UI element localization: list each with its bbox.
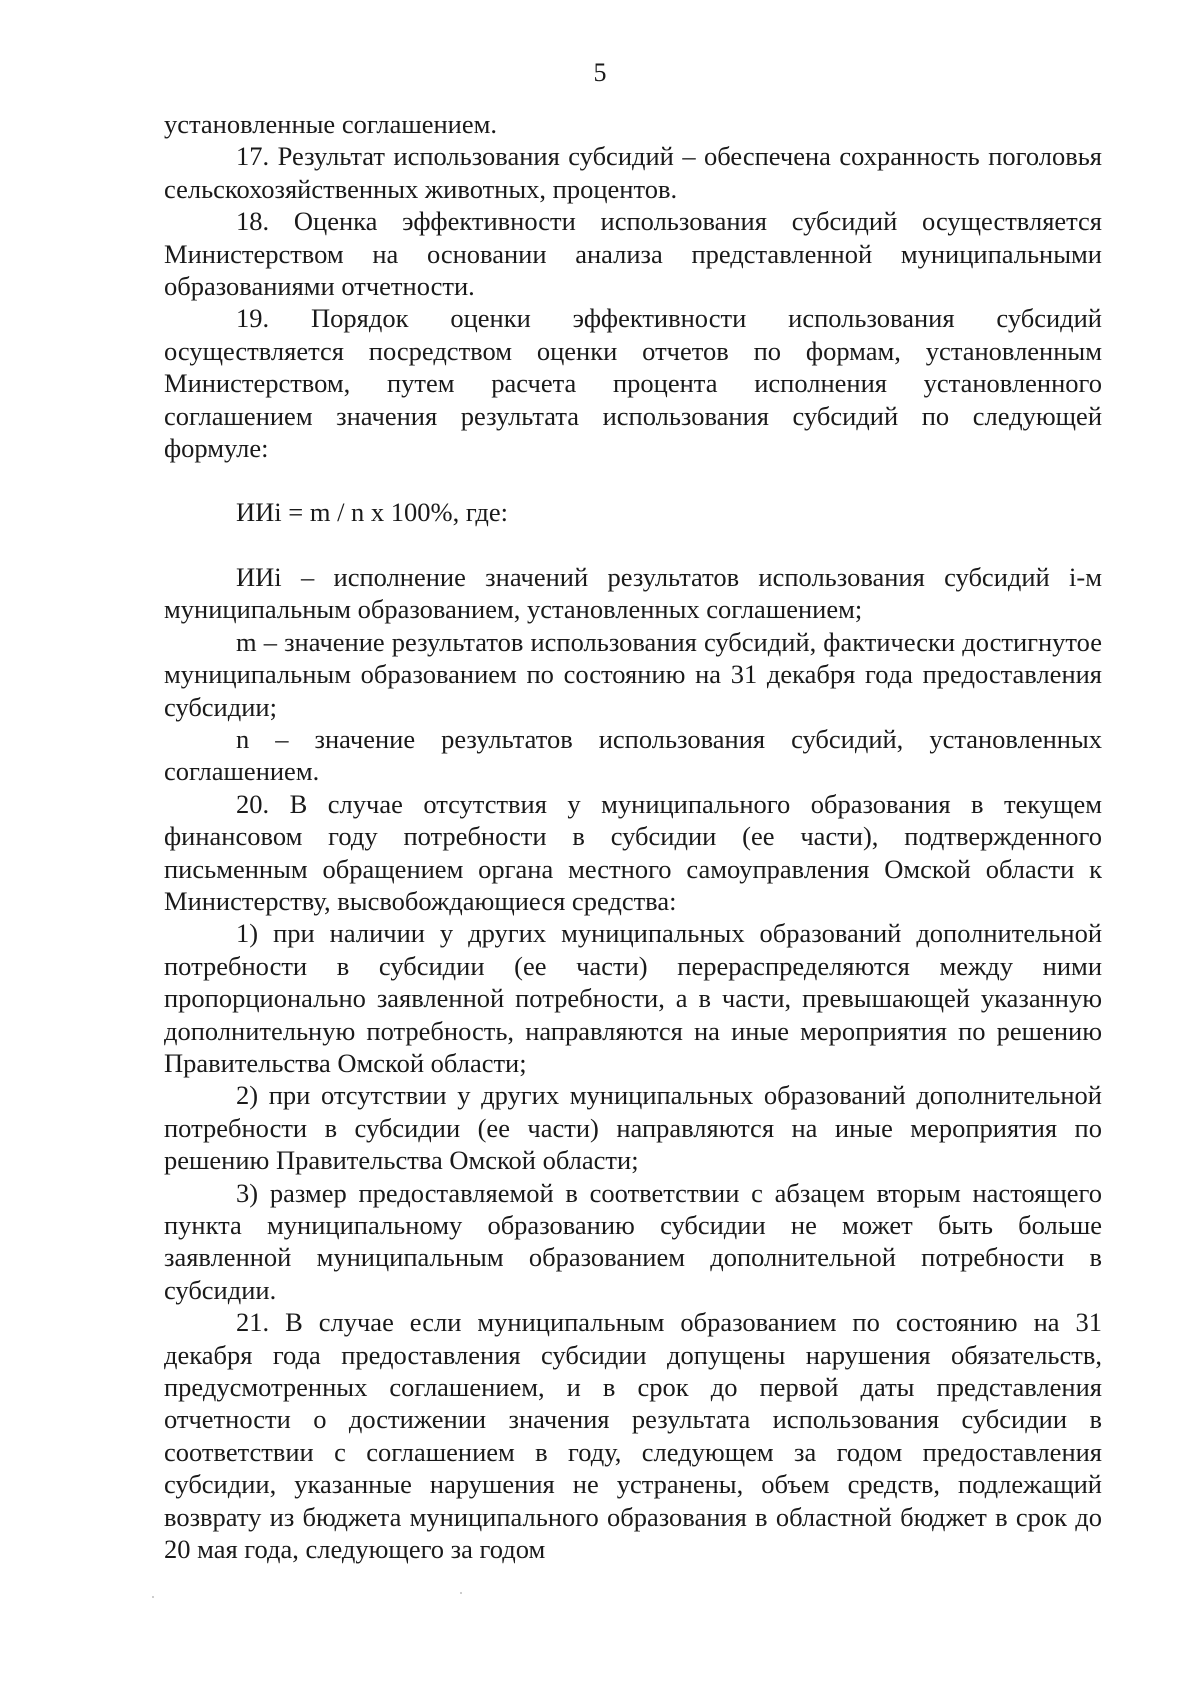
scan-speck xyxy=(152,1596,154,1598)
paragraph-20: 20. В случае отсутствия у муниципального образования в текущем финансовом году потребности в субсидии (ее части), подтвержденного письменным обращением органа местного самоуправления Омской области к Министерству, высвобождающиеся средства: xyxy=(164,788,1102,916)
document-body xyxy=(164,108,1102,1565)
scan-specks xyxy=(150,1592,1050,1602)
paragraph-17: 17. Результат использования субсидий – обеспечена сохранность поголовья сельскохозяйственных животных, процентов. xyxy=(164,141,1102,204)
paragraph-20-item-2: 2) при отсутствии у других муниципальных образований дополнительной потребности в субсидии (ее части) направляются на иные мероприятия по решению Правительства Омской области; xyxy=(164,1080,1102,1176)
paragraph-20-item-1: 1) при наличии у других муниципальных образований дополнительной потребности в субсидии (ее части) перераспределяются между ними пропорционально заявленной потребности, а в части, превышающей указанную дополнительную потребность, направляются на иные мероприятия по решению Правительства Омской области; xyxy=(164,918,1102,1078)
formula: ИИi = m / n x 100%, где: xyxy=(236,497,509,528)
page-number: 5 xyxy=(593,58,607,87)
paragraph-19: 19. Порядок оценки эффективности использования субсидий осуществляется посредством оценки отчетов по формам, установленным Министерством, путем расчета процента исполнения установленного соглашением значения результата использования субсидий по следующей формуле: xyxy=(164,303,1102,464)
paragraph-continuation: установленные соглашением. xyxy=(164,109,498,139)
definition-m: m – значение результатов использования субсидий, фактически достигнутое муниципальным образованием по состоянию на 31 декабря года предоставления субсидии; xyxy=(164,626,1102,722)
paragraph-20-item-3: 3) размер предоставляемой в соответствии с абзацем вторым настоящего пункта муниципальному образованию субсидии не может быть больше заявленной муниципальным образованием дополнительной потребности в субсидии. xyxy=(164,1177,1102,1305)
definition-ii: ИИi – исполнение значений результатов использования субсидий i-м муниципальным образованием, установленных соглашением; xyxy=(164,561,1102,625)
paragraph-18: 18. Оценка эффективности использования субсидий осуществляется Министерством на основании анализа представленной муниципальными образованиями отчетности. xyxy=(164,206,1102,302)
paragraph-21: 21. В случае если муниципальным образованием по состоянию на 31 декабря года предоставления субсидии допущены нарушения обязательств, предусмотренных соглашением, и в срок до первой даты представления отчетности о достижении значения результата использования субсидии в соответствии с соглашением в году, следующем за годом предоставления субсидии, указанные нарушения не устранены, объем средств, подлежащий возврату из бюджета муниципального образования в областной бюджет в срок до 20 мая года, следующего за годом xyxy=(164,1307,1102,1565)
scan-speck xyxy=(460,1592,462,1594)
definition-n: n – значение результатов использования субсидий, установленных соглашением. xyxy=(164,723,1102,787)
